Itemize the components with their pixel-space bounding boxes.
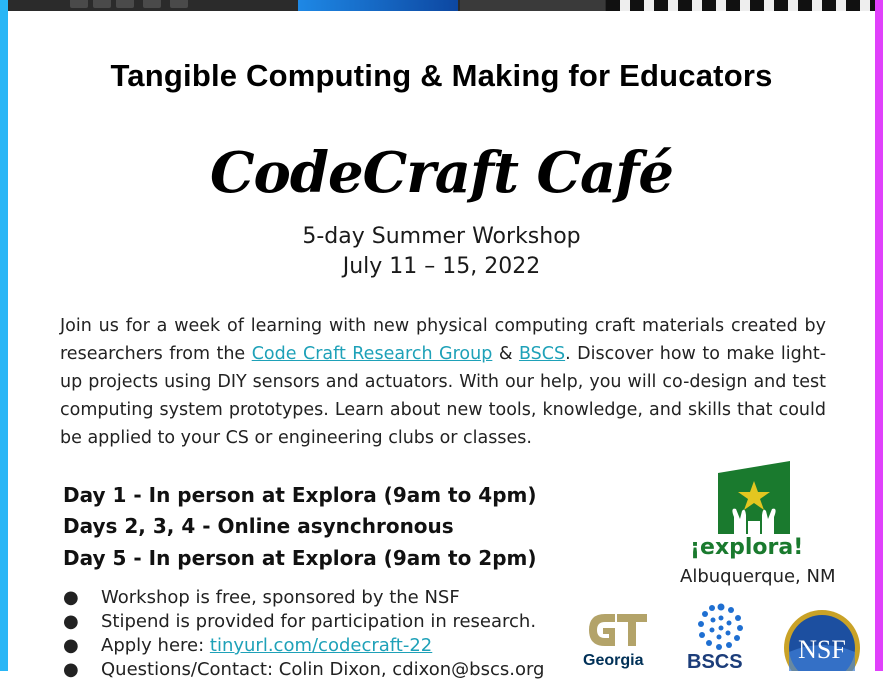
bscs-link[interactable]: BSCS xyxy=(518,344,566,364)
schedule-days-2-4: Days 2, 3, 4 - Online asynchronous xyxy=(63,514,454,538)
workshop-subtitle: 5-day Summer Workshop xyxy=(302,224,581,249)
bscs-logo-icon xyxy=(693,601,749,653)
toolbar-button[interactable] xyxy=(70,0,88,8)
georgia-tech-wordmark: Georgia xyxy=(583,652,644,669)
video-thumbnail xyxy=(460,0,605,11)
toolbar-button[interactable] xyxy=(93,0,111,8)
list-item xyxy=(63,635,432,656)
list-item-text: Apply here: xyxy=(101,635,210,656)
list-item xyxy=(63,611,536,632)
explora-location: Albuquerque, NM xyxy=(680,566,836,587)
list-item-text: Workshop is free, sponsored by the NSF xyxy=(101,587,460,608)
explora-logo-icon xyxy=(712,459,796,534)
nsf-logo-icon xyxy=(782,608,862,671)
right-accent-bar xyxy=(875,0,883,671)
workshop-dates: July 11 – 15, 2022 xyxy=(342,254,541,279)
toolbar-button[interactable] xyxy=(116,0,134,8)
bullet-marker: ● xyxy=(63,659,79,680)
nsf-wordmark: NSF xyxy=(798,635,846,664)
schedule-day-1: Day 1 - In person at Explora (9am to 4pm) xyxy=(63,483,537,507)
explora-wordmark: ¡explora! xyxy=(690,535,804,560)
top-toolbar-strip xyxy=(8,0,875,11)
georgia-tech-logo-icon xyxy=(585,610,649,652)
code-craft-link[interactable]: Code Craft Research Group xyxy=(251,344,493,364)
bullet-marker: ● xyxy=(63,635,79,656)
video-thumbnail xyxy=(298,0,458,11)
bullet-marker: ● xyxy=(63,587,79,608)
apply-link[interactable]: tinyurl.com/codecraft-22 xyxy=(209,635,433,656)
video-thumbnail xyxy=(606,0,875,11)
list-item xyxy=(63,587,460,608)
list-item-text: Stipend is provided for participation in research. xyxy=(101,611,537,632)
page-heading: Tangible Computing & Making for Educators xyxy=(110,58,773,93)
list-item xyxy=(63,659,544,680)
schedule-day-5: Day 5 - In person at Explora (9am to 2pm) xyxy=(63,546,537,570)
bscs-wordmark: BSCS xyxy=(687,651,743,673)
intro-paragraph xyxy=(60,312,826,452)
brand-title: CodeCraft Café xyxy=(209,140,674,206)
toolbar-button[interactable] xyxy=(170,0,188,8)
left-accent-bar xyxy=(0,0,8,671)
toolbar-button[interactable] xyxy=(143,0,161,8)
list-item-text: Questions/Contact: Colin Dixon, cdixon@bscs.org xyxy=(101,659,545,680)
intro-text: . Discover how to make light-up projects using DIY sensors and actuators. With our help, you will co-design and test computing system prototypes. Learn about new tools, knowledge, and skills that could be applied to your CS or engineering clubs or classes. xyxy=(60,344,827,448)
intro-text: & xyxy=(492,344,519,364)
intro-text: Join us for a week of learning with new physical computing craft materials created by researchers from the xyxy=(60,316,826,364)
bullet-marker: ● xyxy=(63,611,79,632)
